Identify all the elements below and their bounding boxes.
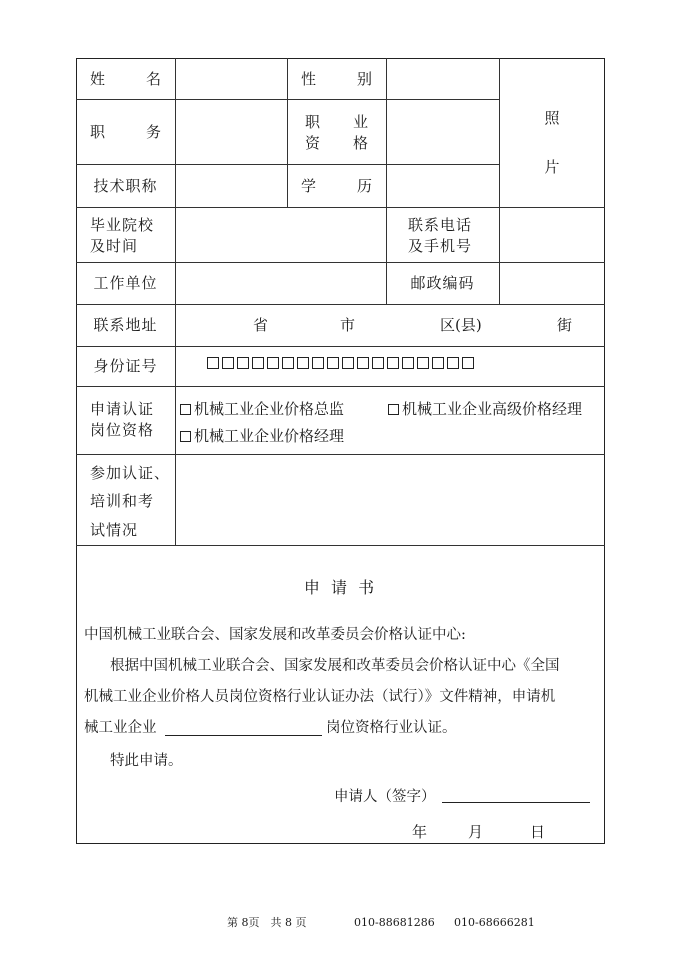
apply-label: 申请认证 xyxy=(90,400,155,418)
id-digit-box[interactable] xyxy=(327,357,339,369)
position-label: 职 务 xyxy=(89,123,174,141)
training-label: 参加认证、 xyxy=(90,464,171,482)
training-label: 培训和考 xyxy=(90,492,155,510)
application-salutation: 中国机械工业联合会、国家发展和改革委员会价格认证中心: xyxy=(84,627,466,643)
school-field[interactable] xyxy=(176,208,385,261)
id-digit-box[interactable] xyxy=(207,357,219,369)
id-digit-box[interactable] xyxy=(267,357,279,369)
option-label: 机械工业企业高级价格经理 xyxy=(402,400,583,418)
application-body: 根据中国机械工业联合会、国家发展和改革委员会价格认证中心《全国 xyxy=(110,658,560,674)
id-digit-box[interactable] xyxy=(222,357,234,369)
address-district: 区(县) xyxy=(440,316,482,334)
checkbox[interactable] xyxy=(388,404,399,415)
address-city: 市 xyxy=(340,316,356,334)
footer-phone: 010-68666281 xyxy=(454,916,535,929)
apply-label: 岗位资格 xyxy=(90,421,155,439)
id-digit-box[interactable] xyxy=(237,357,249,369)
position-blank-line[interactable] xyxy=(165,735,322,736)
education-field[interactable] xyxy=(387,165,498,206)
id-digit-box[interactable] xyxy=(402,357,414,369)
workplace-label: 工作单位 xyxy=(93,274,158,292)
school-label: 毕业院校 xyxy=(90,216,155,234)
option-label: 机械工业企业价格总监 xyxy=(194,400,345,418)
title-label: 技术职称 xyxy=(93,177,158,195)
phone-label: 联系电话 xyxy=(408,216,473,234)
option-label: 机械工业企业价格经理 xyxy=(194,427,345,445)
footer-phone: 010-88681286 xyxy=(354,916,435,929)
id-digit-box[interactable] xyxy=(372,357,384,369)
signature-label: 申请人（签字） xyxy=(334,789,436,805)
gender-field[interactable] xyxy=(387,59,498,98)
phone-label: 及手机号 xyxy=(408,237,473,255)
address-label: 联系地址 xyxy=(93,316,158,334)
application-title: 申 请 书 xyxy=(303,578,378,597)
date-month: 月 xyxy=(468,823,484,841)
position-field[interactable] xyxy=(176,100,286,163)
postcode-field[interactable] xyxy=(500,263,604,303)
option-price-director[interactable] xyxy=(180,399,344,419)
row-divider xyxy=(76,545,605,546)
phone-field[interactable] xyxy=(500,208,604,261)
checkbox[interactable] xyxy=(180,431,191,442)
photo-label: 片 xyxy=(544,158,560,176)
school-label: 及时间 xyxy=(90,237,139,255)
id-digit-box[interactable] xyxy=(447,357,459,369)
id-digit-box[interactable] xyxy=(312,357,324,369)
id-digit-box[interactable] xyxy=(252,357,264,369)
education-label: 学 历 xyxy=(300,177,385,195)
id-digit-box[interactable] xyxy=(282,357,294,369)
id-digit-box[interactable] xyxy=(297,357,309,369)
address-province: 省 xyxy=(253,316,269,334)
qualification-label: 资 格 xyxy=(304,134,377,152)
id-digit-box[interactable] xyxy=(342,357,354,369)
qualification-field[interactable] xyxy=(387,100,498,163)
application-body: 械工业企业 xyxy=(84,720,157,736)
id-digit-box[interactable] xyxy=(432,357,444,369)
id-digit-box[interactable] xyxy=(387,357,399,369)
option-senior-price-manager[interactable] xyxy=(388,399,582,419)
postcode-label: 邮政编码 xyxy=(410,274,475,292)
training-label: 试情况 xyxy=(90,521,139,539)
workplace-field[interactable] xyxy=(176,263,385,303)
gender-label: 性 别 xyxy=(300,70,385,88)
option-price-manager[interactable] xyxy=(180,426,344,446)
id-digit-box[interactable] xyxy=(462,357,474,369)
date-year: 年 xyxy=(412,823,428,841)
row-divider xyxy=(76,304,605,305)
qualification-label: 职 业 xyxy=(304,113,377,131)
name-label: 姓 名 xyxy=(89,70,174,88)
signature-line[interactable] xyxy=(442,802,590,803)
name-field[interactable] xyxy=(176,59,286,98)
checkbox[interactable] xyxy=(180,404,191,415)
application-closing: 特此申请。 xyxy=(110,753,183,769)
row-divider xyxy=(76,346,605,347)
id-number-boxes[interactable] xyxy=(207,357,474,369)
training-field[interactable] xyxy=(176,455,604,544)
id-digit-box[interactable] xyxy=(417,357,429,369)
id-label: 身份证号 xyxy=(93,357,158,375)
row-divider xyxy=(76,386,605,387)
date-day: 日 xyxy=(530,823,546,841)
photo-label: 照 xyxy=(544,109,560,127)
page-number: 第 8页 共 8 页 xyxy=(227,916,307,929)
title-field[interactable] xyxy=(176,165,286,206)
application-body: 岗位资格行业认证。 xyxy=(326,720,457,736)
id-digit-box[interactable] xyxy=(357,357,369,369)
application-body: 机械工业企业价格人员岗位资格行业认证办法（试行）》文件精神，申请机 xyxy=(84,689,556,705)
address-street: 街 xyxy=(557,316,573,334)
